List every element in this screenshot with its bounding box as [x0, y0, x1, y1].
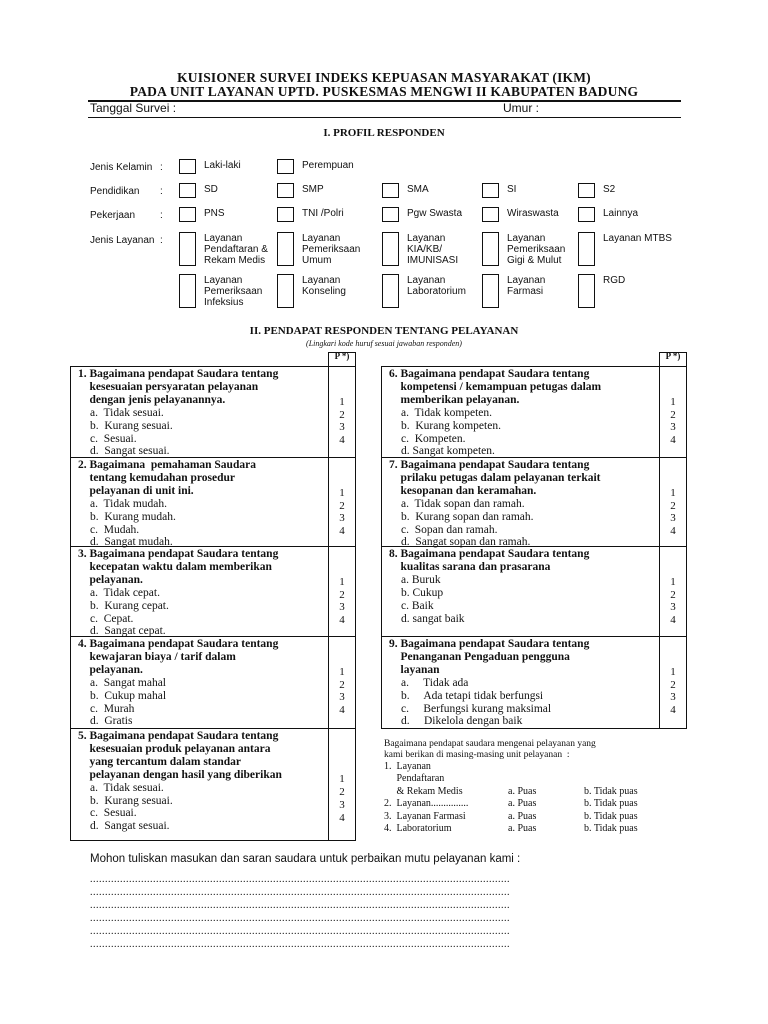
answer-option: b. Kurang mudah. [90, 510, 176, 523]
question-line: prilaku petugas dalam pelayanan terkait [389, 471, 601, 484]
education-option: S2 [603, 184, 616, 195]
survey-date-label: Tanggal Survei : [90, 101, 177, 115]
service-checkbox[interactable] [179, 232, 196, 266]
answer-codes [659, 666, 687, 717]
question-text [389, 638, 657, 728]
unit-satisfied-option[interactable]: a. Puas [508, 823, 537, 834]
question-line: 9. Bagaimana pendapat Saudara tentang [389, 638, 590, 650]
field-colon: : [160, 162, 163, 173]
unit-intro-line: kami berikan di masing-masing unit pelayanan : [384, 750, 570, 760]
code-4[interactable]: 4 [670, 614, 676, 627]
answer-option: d. Sangat sesuai. [90, 445, 170, 458]
service-checkbox[interactable] [382, 232, 399, 266]
code-3[interactable]: 3 [670, 691, 676, 704]
code-3[interactable]: 3 [339, 691, 345, 704]
header-divider [88, 100, 681, 102]
unit-name: 4. Laboratorium [384, 823, 452, 834]
code-1[interactable]: 1 [670, 575, 676, 588]
p-header: P *) [665, 351, 681, 361]
job-checkbox[interactable] [179, 207, 196, 222]
job-option: Pgw Swasta [407, 208, 463, 219]
code-1[interactable]: 1 [670, 395, 676, 408]
feedback-answer-line[interactable]: ............................................................................................................................................ [90, 926, 510, 937]
question-text [389, 368, 657, 458]
code-4[interactable]: 4 [339, 525, 345, 538]
unit-name: Pendaftaran [384, 773, 445, 785]
service-checkbox[interactable] [277, 274, 294, 308]
unit-unsatisfied-option[interactable]: b. Tidak puas [584, 810, 638, 822]
service-checkbox[interactable] [482, 274, 499, 308]
unit-unsatisfied-option[interactable]: b. Tidak puas [584, 798, 638, 810]
code-1[interactable]: 1 [339, 773, 345, 786]
answer-option: c. Sesuai. [90, 432, 137, 445]
code-1[interactable]: 1 [670, 665, 676, 678]
feedback-answer-line[interactable]: ............................................................................................................................................ [90, 913, 510, 924]
question-line: pelayanan. [78, 663, 143, 676]
job-checkbox[interactable] [382, 207, 399, 222]
service-option: RGD [603, 275, 626, 286]
answer-codes [659, 576, 687, 627]
title-line-1: KUISIONER SURVEI INDEKS KEPUASAN MASYARAKAT (IKM) [177, 70, 591, 85]
question-line: 3. Bagaimana pendapat Saudara tentang [78, 548, 279, 560]
question-text [78, 548, 326, 638]
question-line: pelayanan. [78, 573, 143, 586]
answer-options [78, 587, 326, 639]
opinion-heading: II. PENDAPAT RESPONDEN TENTANG PELAYANAN [249, 325, 519, 337]
code-4[interactable]: 4 [670, 704, 676, 717]
answer-codes [659, 487, 687, 538]
code-1[interactable]: 1 [339, 575, 345, 588]
age-label: Umur : [503, 101, 539, 115]
answer-option: c. Berfungsi kurang maksimal [401, 702, 552, 715]
code-2[interactable]: 2 [339, 678, 345, 691]
education-checkbox[interactable] [382, 183, 399, 198]
question-line: kecepatan waktu dalam memberikan [78, 560, 272, 573]
answer-option: a. Tidak sesuai. [90, 406, 164, 419]
title-line-2: PADA UNIT LAYANAN UPTD. PUSKESMAS MENGWI II KABUPATEN BADUNG [129, 84, 639, 99]
code-1[interactable]: 1 [670, 486, 676, 499]
feedback-prompt: Mohon tuliskan masukan dan saran saudara untuk perbaikan mutu pelayanan kami : [90, 853, 521, 865]
education-checkbox[interactable] [277, 183, 294, 198]
question-text [78, 730, 326, 833]
date-underline [88, 117, 681, 118]
question-text [78, 368, 326, 458]
answer-option: b. Cukup [401, 586, 444, 599]
field-label: Pekerjaan [90, 210, 136, 221]
answer-option: d. Sangat kompeten. [401, 445, 495, 458]
education-checkbox[interactable] [578, 183, 595, 198]
service-checkbox[interactable] [482, 232, 499, 266]
code-1[interactable]: 1 [339, 486, 345, 499]
unit-unsatisfied-option[interactable]: b. Tidak puas [584, 823, 638, 834]
answer-option: b. Kurang kompeten. [401, 419, 501, 432]
answer-option: d. Gratis [90, 715, 133, 728]
answer-option: b. Kurang cepat. [90, 599, 169, 612]
code-2[interactable]: 2 [670, 499, 676, 512]
service-option: Layanan Pemeriksaan Umum [302, 233, 361, 266]
code-3[interactable]: 3 [339, 421, 345, 434]
question-text [389, 459, 657, 549]
answer-option: b. Kurang sopan dan ramah. [401, 510, 534, 523]
question-line: pelayanan dengan hasil yang diberikan [78, 768, 282, 781]
code-4[interactable]: 4 [339, 614, 345, 627]
job-option: TNI /Polri [302, 208, 344, 219]
answer-option: c. Murah [90, 702, 135, 715]
answer-option: d. Sangat cepat. [90, 625, 166, 638]
answer-option: a. Tidak sesuai. [90, 781, 164, 794]
service-checkbox[interactable] [277, 232, 294, 266]
field-label: Pendidikan [90, 186, 140, 197]
answer-option: d. Sangat sopan dan ramah. [401, 536, 531, 549]
answer-option: a. Tidak sopan dan ramah. [401, 497, 525, 510]
answer-option: b. Kurang sesuai. [90, 794, 173, 807]
service-checkbox[interactable] [382, 274, 399, 308]
unit-unsatisfied-option[interactable]: b. Tidak puas [584, 785, 638, 797]
question-line: layanan [389, 663, 440, 676]
question-line: kesesuaian persyaratan pelayanan [78, 380, 259, 393]
answer-option: d. Sangat sesuai. [90, 820, 170, 833]
unit-intro-line: Bagaimana pendapat saudara mengenai pelayanan yang [384, 739, 596, 749]
answer-options [78, 677, 326, 729]
education-option: SMP [302, 184, 324, 195]
feedback-answer-line[interactable]: ............................................................................................................................................ [90, 887, 510, 898]
question-line: memberikan pelayanan. [389, 393, 520, 406]
question-line: kesesuaian produk pelayanan antara [78, 742, 271, 755]
answer-codes [328, 396, 356, 447]
code-2[interactable]: 2 [670, 408, 676, 421]
code-4[interactable]: 4 [670, 525, 676, 538]
question-line: pelayanan di unit ini. [78, 484, 194, 497]
answer-option: a. Tidak kompeten. [401, 406, 493, 419]
service-option: Layanan Pemeriksaan Gigi & Mulut [507, 233, 566, 266]
question-line: yang tercantum dalam standar [78, 755, 242, 768]
unit-name: 2. Layanan............... [384, 798, 469, 810]
question-line: tentang kemudahan prosedur [78, 471, 235, 484]
question-text [78, 459, 326, 549]
answer-option: c. Baik [401, 599, 434, 612]
code-1[interactable]: 1 [339, 395, 345, 408]
code-1[interactable]: 1 [339, 665, 345, 678]
job-checkbox[interactable] [277, 207, 294, 222]
question-line: kewajaran biaya / tarif dalam [78, 650, 236, 663]
gender-checkbox[interactable] [277, 159, 294, 174]
unit-satisfied-option[interactable]: a. Puas [508, 810, 537, 822]
answer-options [389, 498, 657, 550]
answer-option: b. Kurang sesuai. [90, 419, 173, 432]
job-option: PNS [204, 208, 225, 219]
answer-option: c. Sesuai. [90, 807, 137, 820]
gender-checkbox[interactable] [179, 159, 196, 174]
question-line: kesopanan dan keramahan. [389, 484, 537, 497]
service-option: Layanan Konseling [302, 275, 346, 297]
code-4[interactable]: 4 [670, 434, 676, 447]
answer-option: c. Mudah. [90, 523, 140, 536]
answer-codes [328, 773, 356, 824]
job-checkbox[interactable] [482, 207, 499, 222]
service-option: Layanan Pemeriksaan Infeksius [204, 275, 263, 308]
answer-options [78, 498, 326, 550]
education-checkbox[interactable] [482, 183, 499, 198]
answer-codes [328, 666, 356, 717]
field-colon: : [160, 186, 163, 197]
answer-option: d. Sangat mudah. [90, 536, 173, 549]
answer-option: a. Sangat mahal [90, 676, 167, 689]
unit-intro [384, 739, 596, 761]
service-option: Layanan Pendaftaran & Rekam Medis [204, 233, 268, 266]
code-3[interactable]: 3 [339, 798, 345, 811]
answer-option: c. Cepat. [90, 612, 134, 625]
field-label: Jenis Layanan [90, 235, 155, 246]
code-3[interactable]: 3 [339, 601, 345, 614]
field-label: Jenis Kelamin [90, 162, 153, 173]
answer-option: a. Buruk [401, 573, 441, 586]
education-option: SI [507, 184, 517, 195]
education-option: SMA [407, 184, 429, 195]
answer-option: a. Tidak cepat. [90, 586, 160, 599]
code-2[interactable]: 2 [670, 588, 676, 601]
answer-options [78, 782, 326, 834]
code-3[interactable]: 3 [339, 512, 345, 525]
code-2[interactable]: 2 [339, 786, 345, 799]
answer-options [78, 407, 326, 459]
answer-option: a. Tidak ada [401, 676, 469, 689]
unit-satisfied-option[interactable]: a. Puas [508, 785, 537, 797]
question-line: 2. Bagaimana pemahaman Saudara [78, 459, 256, 471]
answer-codes [659, 396, 687, 447]
gender-option: Laki-laki [204, 160, 241, 171]
unit-name: & Rekam Medis [384, 785, 463, 797]
profile-heading: I. PROFIL RESPONDEN [323, 127, 445, 139]
service-checkbox[interactable] [578, 232, 595, 266]
education-checkbox[interactable] [179, 183, 196, 198]
job-option: Wiraswasta [507, 208, 559, 219]
feedback-answer-line[interactable]: ............................................................................................................................................ [90, 874, 510, 885]
question-line: Penanganan Pengaduan pengguna [389, 650, 570, 663]
code-2[interactable]: 2 [339, 408, 345, 421]
service-option: Layanan Laboratorium [407, 275, 466, 297]
field-colon: : [160, 210, 163, 221]
answer-option: c. Sopan dan ramah. [401, 523, 498, 536]
p-header: P *) [334, 351, 350, 361]
job-option: Lainnya [603, 208, 639, 219]
answer-option: d. sangat baik [401, 612, 465, 625]
question-line: 4. Bagaimana pendapat Saudara tentang [78, 638, 279, 650]
answer-option: b. Cukup mahal [90, 689, 167, 702]
question-line: 6. Bagaimana pendapat Saudara tentang [389, 368, 590, 380]
question-line: 5. Bagaimana pendapat Saudara tentang [78, 730, 279, 742]
answer-options [389, 574, 657, 626]
service-checkbox[interactable] [578, 274, 595, 308]
service-option: Layanan MTBS [603, 233, 672, 244]
service-option: Layanan KIA/KB/ IMUNISASI [407, 233, 459, 266]
question-line: 1. Bagaimana pendapat Saudara tentang [78, 368, 279, 380]
code-2[interactable]: 2 [670, 678, 676, 691]
code-3[interactable]: 3 [670, 601, 676, 614]
answer-codes [328, 487, 356, 538]
feedback-answer-line[interactable]: ............................................................................................................................................ [90, 939, 510, 950]
question-line: 7. Bagaimana pendapat Saudara tentang [389, 459, 590, 471]
question-line: 8. Bagaimana pendapat Saudara tentang [389, 548, 590, 560]
job-checkbox[interactable] [578, 207, 595, 222]
answer-option: d. Dikelola dengan baik [401, 715, 523, 728]
education-option: SD [204, 184, 218, 195]
answer-codes [328, 576, 356, 627]
answer-option: c. Kompeten. [401, 432, 466, 445]
service-option: Layanan Farmasi [507, 275, 546, 297]
unit-satisfied-option[interactable]: a. Puas [508, 798, 537, 810]
question-line: dengan jenis pelayanannya. [78, 393, 226, 406]
unit-name: 3. Layanan Farmasi [384, 810, 466, 822]
code-2[interactable]: 2 [339, 588, 345, 601]
answer-options [389, 677, 657, 729]
code-4[interactable]: 4 [339, 434, 345, 447]
code-3[interactable]: 3 [670, 421, 676, 434]
answer-option: a. Tidak mudah. [90, 497, 167, 510]
feedback-answer-line[interactable]: ............................................................................................................................................ [90, 900, 510, 911]
question-text [78, 638, 326, 728]
code-4[interactable]: 4 [339, 811, 345, 824]
service-checkbox[interactable] [179, 274, 196, 308]
unit-name: 1. Layanan [384, 761, 431, 772]
gender-option: Perempuan [302, 160, 354, 171]
question-text [389, 548, 657, 625]
code-3[interactable]: 3 [670, 512, 676, 525]
code-4[interactable]: 4 [339, 704, 345, 717]
question-line: kompetensi / kemampuan petugas dalam [389, 380, 602, 393]
field-colon: : [160, 235, 163, 246]
question-line: kualitas sarana dan prasarana [389, 560, 551, 573]
answer-option: b. Ada tetapi tidak berfungsi [401, 689, 544, 702]
answer-options [389, 407, 657, 459]
code-2[interactable]: 2 [339, 499, 345, 512]
opinion-subheading: (Lingkari kode huruf sesuai jawaban responden) [306, 339, 462, 348]
